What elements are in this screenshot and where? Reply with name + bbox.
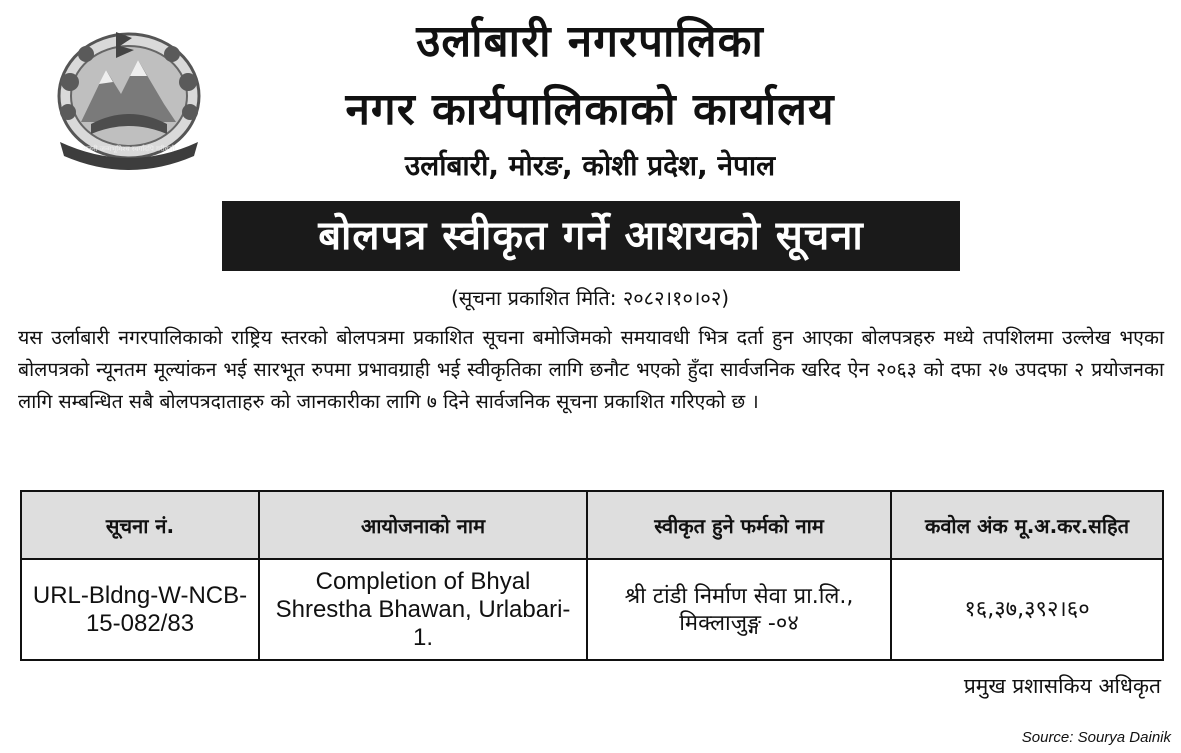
notice-body: यस उर्लाबारी नगरपालिकाको राष्ट्रिय स्तरको बोलपत्रमा प्रकाशित सूचना बमोजिमको समयावधी भित्र दर्ता हुन आएका बोलपत्रहरु मध्ये तपशिलमा उल्लेख भएका बोलपत्रको न्यूनतम मूल्यांकन भई सारभूत रुपमा प्रभावग्राही भई स्वीकृतिका लागि छनौट भएको हुँदा सार्वजनिक खरिद ऐन २०६३ को दफा २७ उपदफा २ प्रयोजनका लागि सम्बन्धित सबै बोलपत्रदाताहरु को जानकारीका लागि ७ दिने सार्वजनिक सूचना प्रकाशित गरिएको छ । <box>18 326 1164 413</box>
bid-table <box>20 490 1164 661</box>
signatory-title: प्रमुख प्रशासकिय अधिकृत <box>963 674 1161 698</box>
column-header-bid-amount: कवोल अंक मू.अ.कर.सहित <box>891 491 1163 559</box>
organization-name: उर्लाबारी नगरपालिका <box>416 16 764 67</box>
bid-amount-cell: १६,३७,३९२।६० <box>891 559 1163 660</box>
notice-title-banner: बोलपत्र स्वीकृत गर्ने आशयको सूचना <box>222 201 960 271</box>
office-name: नगर कार्यपालिकाको कार्यालय <box>345 84 835 135</box>
published-date: (सूचना प्रकाशित मिति: २०८२।१०।०२) <box>450 286 730 310</box>
source-credit: Source: Sourya Dainik <box>1021 729 1171 746</box>
table-header-row <box>21 491 1163 559</box>
emblem-motto: जननी जन्मभूमिश्च स्वर्गादपि गरीयसी <box>82 145 176 153</box>
table-row <box>21 559 1163 660</box>
column-header-notice-no: सूचना नं. <box>21 491 259 559</box>
column-header-project-name: आयोजनाको नाम <box>259 491 587 559</box>
notice-number-cell: URL-Bldng-W-NCB-15-082/83 <box>21 559 259 660</box>
office-address: उर्लाबारी, मोरङ, कोशी प्रदेश, नेपाल <box>404 149 776 182</box>
firm-name-cell: श्री टांडी निर्माण सेवा प्रा.लि., मिक्लाजुङ्ग -०४ <box>587 559 891 660</box>
column-header-firm-name: स्वीकृत हुने फर्मको नाम <box>587 491 891 559</box>
government-emblem <box>46 24 212 174</box>
project-name-cell: Completion of Bhyal Shrestha Bhawan, Urlabari-1. <box>259 559 587 660</box>
